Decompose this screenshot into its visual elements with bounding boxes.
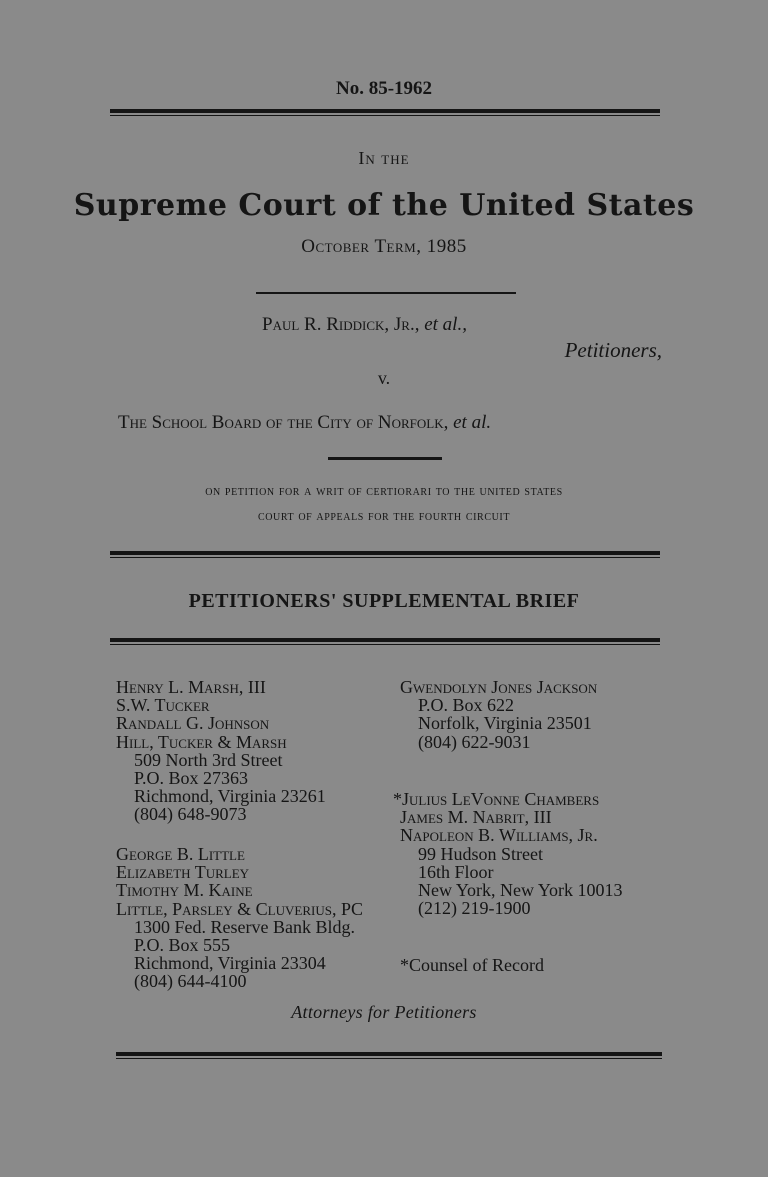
docket-number: No. 85-1962: [335, 78, 433, 99]
petitioner-name: Paul R. Riddick, Jr.,: [262, 314, 420, 335]
attorney-name: Timothy M. Kaine: [116, 880, 253, 901]
phone-number: (804) 622-9031: [418, 731, 531, 752]
address-line: Richmond, Virginia 23304: [134, 953, 326, 974]
middle-double-rule: [110, 551, 660, 558]
attorneys-label: Attorneys for Petitioners: [291, 1002, 477, 1022]
counsel-right-block-1: [400, 678, 597, 751]
address-line: 16th Floor: [418, 861, 494, 882]
attorney-name: Henry L. Marsh, III: [116, 677, 266, 697]
address-line: Norfolk, Virginia 23501: [418, 713, 592, 734]
bottom-double-rule: [116, 1052, 662, 1059]
address-line: P.O. Box 555: [134, 935, 231, 956]
attorney-name: Gwendolyn Jones Jackson: [400, 677, 598, 697]
counsel-right-block-2: [393, 790, 623, 917]
term-divider: [256, 292, 516, 294]
court-name: Supreme Court of the United States: [73, 188, 695, 223]
respondent-et-al: et al.: [453, 412, 492, 433]
address-line: 509 North 3rd Street: [134, 749, 283, 770]
lower-double-rule: [110, 638, 660, 645]
address-line: P.O. Box 27363: [134, 768, 249, 789]
court-prefix: In the: [358, 148, 410, 168]
court-term: October Term, 1985: [301, 236, 467, 257]
petitioner-et-al: et al.,: [424, 314, 467, 335]
top-double-rule: [110, 109, 660, 116]
petitioner-line: [262, 314, 467, 336]
phone-number: (804) 644-4100: [134, 971, 247, 992]
attorney-name: George B. Little: [116, 844, 245, 864]
petition-line-1: on petition for a writ of certiorari to the united states: [205, 484, 563, 499]
phone-number: (212) 219-1900: [418, 898, 531, 919]
counsel-of-record-note: [400, 956, 544, 974]
attorney-name: Napoleon B. Williams, Jr.: [400, 825, 598, 846]
brief-title: PETITIONERS' SUPPLEMENTAL BRIEF: [188, 590, 580, 612]
counsel-left-block-1: [116, 678, 326, 824]
attorney-name: *Julius LeVonne Chambers: [393, 789, 600, 809]
address-line: 1300 Fed. Reserve Bank Bldg.: [134, 916, 355, 937]
respondent-line: [118, 412, 491, 434]
petitioner-role: Petitioners,: [564, 338, 662, 362]
address-line: New York, New York 10013: [418, 880, 623, 901]
address-line: 99 Hudson Street: [418, 843, 543, 864]
parties-divider: [328, 457, 442, 460]
attorney-name: Randall G. Johnson: [116, 713, 270, 734]
respondent-name: The School Board of the City of Norfolk,: [118, 412, 449, 433]
attorney-name: James M. Nabrit, III: [400, 807, 552, 828]
address-line: P.O. Box 622: [418, 695, 515, 716]
attorney-name: S.W. Tucker: [116, 695, 210, 716]
versus: v.: [377, 368, 391, 388]
firm-name: Little, Parsley & Cluverius, PC: [116, 898, 363, 919]
phone-number: (804) 648-9073: [134, 804, 247, 825]
petition-line-2: court of appeals for the fourth circuit: [257, 509, 511, 524]
firm-name: Hill, Tucker & Marsh: [116, 731, 287, 752]
counsel-left-block-2: [116, 845, 363, 991]
attorney-name: Elizabeth Turley: [116, 862, 250, 883]
counsel-of-record-text: *Counsel of Record: [400, 955, 544, 975]
address-line: Richmond, Virginia 23261: [134, 786, 326, 807]
